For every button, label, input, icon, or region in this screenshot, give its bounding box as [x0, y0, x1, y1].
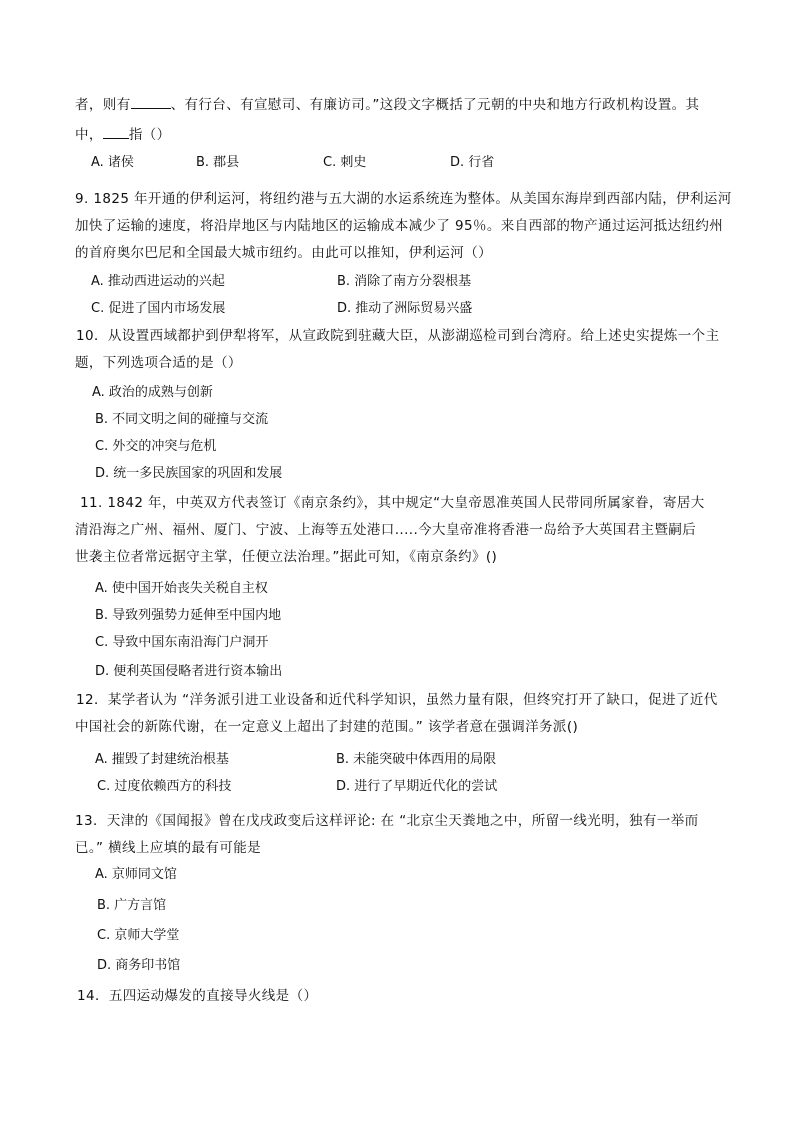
- q8-stem-text-c: 中，: [75, 127, 103, 143]
- q9-stem-line-3: 的首府奥尔巴尼和全国最大城市纽约。由此可以推知，伊利运河（）: [75, 245, 492, 261]
- q9-option-a[interactable]: A. 推动西进运动的兴起: [91, 274, 225, 289]
- q8-option-a[interactable]: A. 诸侯: [91, 155, 134, 170]
- q13-stem-line-1: 13．天津的《国闻报》曾在戊戌政变后这样评论: 在 “北京尘天粪地之中，所留一线光明，独有一举而: [75, 813, 699, 829]
- q10-option-c[interactable]: C. 外交的冲突与危机: [95, 439, 217, 454]
- q11-stem-line-1: 11. 1842 年，中英双方代表签订《南京条约》，其中规定“大皇帝恩准英国人民带同所属家眷，寄居大: [80, 495, 705, 511]
- q12-option-c[interactable]: C. 过度依赖西方的科技: [97, 779, 232, 794]
- q9-stem-line-1: 9. 1825 年开通的伊利运河，将纽约港与五大湖的水运系统连为整体。从美国东海岸到西部内陆，伊利运河: [75, 191, 732, 207]
- q12-option-b[interactable]: B. 未能突破中体西用的局限: [336, 752, 497, 767]
- q12-option-a[interactable]: A. 摧毁了封建统治根基: [95, 752, 229, 767]
- q9-option-d[interactable]: D. 推动了洲际贸易兴盛: [337, 301, 473, 316]
- q10-stem-line-1: 10．从设置西域都护到伊犁将军，从宣政院到驻藏大臣，从澎湖巡检司到台湾府。给上述史实提炼一个主: [76, 328, 720, 344]
- q13-option-d[interactable]: D. 商务印书馆: [97, 958, 181, 973]
- q12-stem-line-1: 12．某学者认为 “洋务派引进工业设备和近代科学知识，虽然力量有限，但终究打开了缺口，促进了近代: [76, 692, 718, 708]
- q11-option-c[interactable]: C. 导致中国东南沿海门户洞开: [95, 635, 269, 650]
- q10-stem-line-2: 题，下列选项合适的是（）: [75, 355, 242, 371]
- q8-stem-text-d: 指（）: [128, 127, 171, 143]
- q8-option-c[interactable]: C. 刺史: [323, 155, 367, 170]
- q13-option-c[interactable]: C. 京师大学堂: [97, 928, 180, 943]
- q10-option-d[interactable]: D. 统一多民族国家的巩固和发展: [95, 466, 283, 481]
- q11-option-d[interactable]: D. 便利英国侵略者进行资本输出: [95, 664, 283, 679]
- q12-option-d[interactable]: D. 进行了早期近代化的尝试: [336, 779, 498, 794]
- q10-option-a[interactable]: A. 政治的成熟与创新: [92, 385, 213, 400]
- q8-blank-2: [103, 124, 129, 139]
- q11-option-b[interactable]: B. 导致列强势力延伸至中国内地: [95, 608, 282, 623]
- q8-stem-text-b: 、有行台、有宣慰司、有廉访司。”这段文字概括了元朝的中央和地方行政机构设置。其: [170, 97, 700, 113]
- q8-option-b[interactable]: B. 郡县: [196, 155, 240, 170]
- q9-option-c[interactable]: C. 促进了国内市场发展: [91, 301, 226, 316]
- q14-stem-line-1: 14．五四运动爆发的直接导火线是（）: [77, 988, 318, 1004]
- q13-option-a[interactable]: A. 京师同文馆: [95, 867, 177, 882]
- q8-stem-line-2: [75, 124, 171, 145]
- q8-blank-1: [131, 94, 171, 109]
- q8-stem-text-a: 者，则有: [75, 97, 131, 113]
- q13-stem-line-2: 已。” 横线上应填的最有可能是: [75, 840, 262, 856]
- q11-stem-line-3: 世袭主位者常远据守主掌，任便立法治理。”据此可知，《南京条约》(): [75, 549, 498, 565]
- q13-option-b[interactable]: B. 广方言馆: [97, 898, 167, 913]
- q9-stem-line-2: 加快了运输的速度，将沿岸地区与内陆地区的运输成本减少了 95％。来自西部的物产通过运河抵达纽约州: [75, 218, 724, 234]
- q11-stem-line-2: 清沿海之广州、福州、厦门、宁波、上海等五处港口.....今大皇帝准将香港一岛给予大英国君主暨嗣后: [75, 522, 697, 538]
- q10-option-b[interactable]: B. 不同文明之间的碰撞与交流: [95, 412, 269, 427]
- q8-stem-line-1: [75, 94, 699, 115]
- q9-option-b[interactable]: B. 消除了南方分裂根基: [337, 274, 472, 289]
- q12-stem-line-2: 中国社会的新陈代谢，在一定意义上超出了封建的范围。” 该学者意在强调洋务派(): [75, 719, 579, 735]
- q8-option-d[interactable]: D. 行省: [450, 155, 495, 170]
- q11-option-a[interactable]: A. 使中国开始丧失关税自主权: [95, 581, 268, 596]
